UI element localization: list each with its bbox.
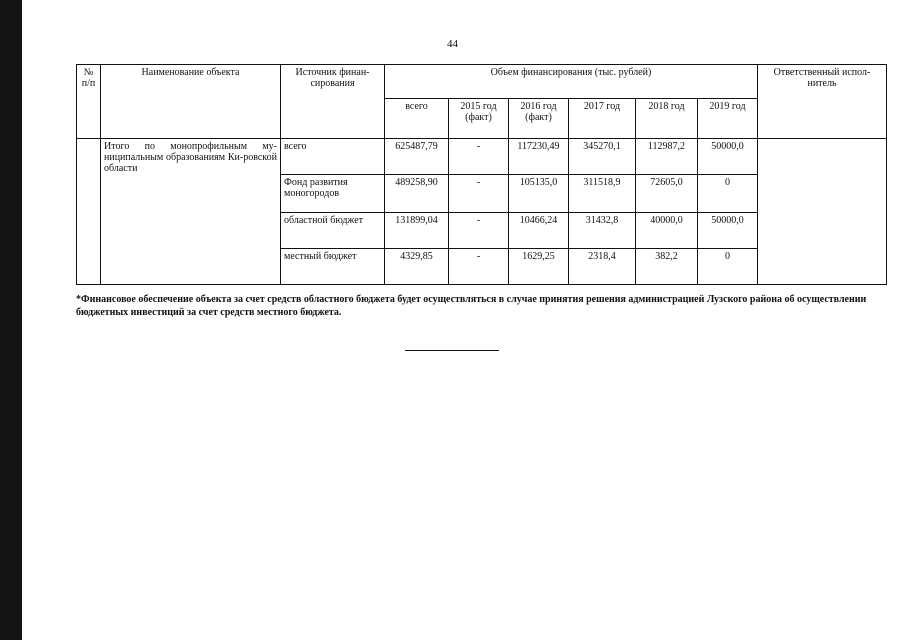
value-cell: 117230,49 <box>509 139 569 175</box>
value-cell: 0 <box>698 175 758 213</box>
source-cell: областной бюджет <box>281 213 385 249</box>
responsible-cell <box>758 139 887 285</box>
separator-line <box>405 350 499 351</box>
value-cell: 1629,25 <box>509 249 569 285</box>
value-cell: 10466,24 <box>509 213 569 249</box>
value-cell: 382,2 <box>636 249 698 285</box>
row-number-cell <box>77 139 101 285</box>
header-volume: Объем финансирования (тыс. рублей) <box>385 65 758 99</box>
value-cell: 345270,1 <box>569 139 636 175</box>
value-cell: 40000,0 <box>636 213 698 249</box>
table-row <box>77 139 887 175</box>
source-cell: Фонд развития моногородов <box>281 175 385 213</box>
value-cell: 625487,79 <box>385 139 449 175</box>
subheader-2017: 2017 год <box>569 99 636 139</box>
value-cell: 0 <box>698 249 758 285</box>
value-cell: 489258,90 <box>385 175 449 213</box>
value-cell: - <box>449 175 509 213</box>
footnote: *Финансовое обеспечение объекта за счет средств областного бюджета будет осуществляться в случае принятия решения администрацией Лузского района об осуществлении бюджетных инвестиций за счет средств местного бюджета. <box>76 294 867 318</box>
subheader-2019: 2019 год <box>698 99 758 139</box>
subheader-2015: 2015 год (факт) <box>449 99 509 139</box>
value-cell: 50000,0 <box>698 139 758 175</box>
value-cell: 105135,0 <box>509 175 569 213</box>
financing-table <box>76 64 887 285</box>
source-cell: всего <box>281 139 385 175</box>
scan-edge-bar <box>0 0 22 640</box>
subheader-2018: 2018 год <box>636 99 698 139</box>
header-responsible: Ответственный испол-нитель <box>758 65 887 139</box>
object-name-cell: Итого по монопрофильным му-ниципальным образованиям Ки-ровской области <box>101 139 281 285</box>
page-number: 44 <box>447 38 458 50</box>
value-cell: 72605,0 <box>636 175 698 213</box>
value-cell: 311518,9 <box>569 175 636 213</box>
value-cell: - <box>449 139 509 175</box>
value-cell: 50000,0 <box>698 213 758 249</box>
header-num: № п/п <box>77 65 101 139</box>
header-name: Наименование объекта <box>101 65 281 139</box>
value-cell: 31432,8 <box>569 213 636 249</box>
value-cell: 2318,4 <box>569 249 636 285</box>
header-source: Источник финан-сирования <box>281 65 385 139</box>
value-cell: - <box>449 249 509 285</box>
source-cell: местный бюджет <box>281 249 385 285</box>
value-cell: 131899,04 <box>385 213 449 249</box>
subheader-2016: 2016 год (факт) <box>509 99 569 139</box>
value-cell: 4329,85 <box>385 249 449 285</box>
value-cell: 112987,2 <box>636 139 698 175</box>
value-cell: - <box>449 213 509 249</box>
subheader-total: всего <box>385 99 449 139</box>
